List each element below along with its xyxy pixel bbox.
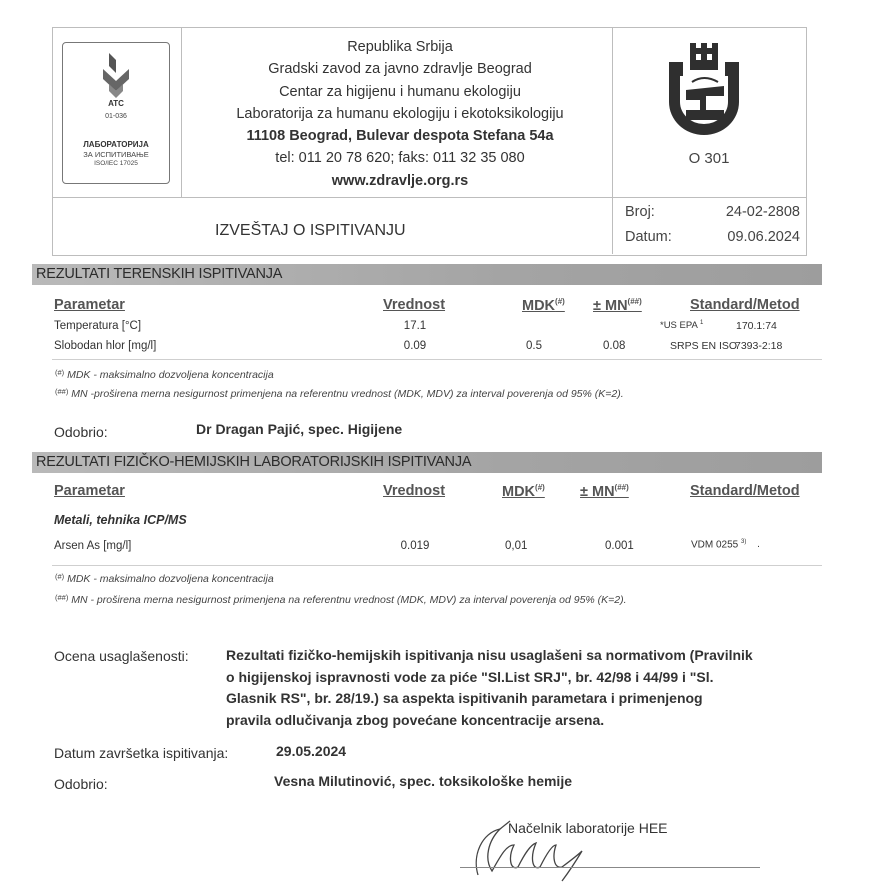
report-title: IZVEŠTAJ O ISPITIVANJU [215,222,406,239]
column-header-mdk [502,483,545,500]
institution-name: Gradski zavod za javno zdravlje Beograd [268,61,532,78]
assessment-text [226,645,806,731]
footnote: (##) MN -proširena merna nesigurnost primenjena na referentnu vrednost (MDK, MDV) za interval poverenja od 95% (K=2). [55,387,624,400]
atc-name: ATC [108,99,124,108]
completion-date-value: 29.05.2024 [276,743,347,759]
head-title: Načelnik laboratorije HEE [508,820,668,836]
row-standard: SRPS EN ISO [670,340,738,352]
mdk-label: MDK [502,484,536,500]
row-parametar: Slobodan hlor [mg/l] [54,340,157,352]
section-header-field-results [32,264,822,285]
institution-address: 11108 Beograd, Bulevar despota Stefana 54a [246,128,554,145]
footnote: (##) MN - proširena merna nesigurnost primenjena na referentnu vrednost (MDK, MDV) za interval poverenja od 95% (K=2). [55,593,627,606]
completion-date-label: Datum završetka ispitivanja: [54,745,229,761]
section-header-lab-results [32,452,822,473]
belgrade-crest-icon [666,40,742,140]
column-header-standard: Standard/Metod [690,297,800,313]
column-header-mn [580,483,629,500]
signature-icon [470,815,620,883]
signature-line [460,867,760,868]
header-divider [612,27,613,254]
footnote: (#) MDK - maksimalno dozvoljena koncentracija [55,368,274,381]
assessment-line: Glasnik RS", br. 28/19.) sa aspekta ispitivanih parametara i primenjenog [226,690,703,706]
atc-line3: ISO/IEC 17025 [94,160,138,167]
mn-footnote-mark: (##) [614,483,629,492]
institution-lab: Laboratorija za humanu ekologiju i ekotoksikologiju [236,105,564,122]
mdk-label: MDK [522,298,556,314]
accreditation-badge [62,42,170,184]
institution-center: Centar za higijenu i humanu ekologiju [279,83,521,100]
mn-label: ± MN [593,298,628,314]
assessment-label: Ocena usaglašenosti: [54,648,189,664]
row-vrednost: 0.09 [403,340,427,352]
column-header-parametar: Parametar [54,297,125,313]
column-header-mn [593,297,642,314]
parameter-group: Metali, tehnika ICP/MS [54,513,187,527]
row-metod: 7393-2:18 [735,340,783,352]
section-title: REZULTATI FIZIČKO-HEMIJSKIH LABORATORIJSKIH ISPITIVANJA [36,454,472,470]
row-mdk: 0,01 [505,540,528,552]
approved-by: Dr Dragan Pajić, spec. Higijene [196,421,403,437]
institution-block [190,36,610,192]
header-divider [181,27,182,197]
column-header-vrednost: Vrednost [383,483,446,499]
form-code: O 301 [688,150,730,167]
report-number-label: Broj: [625,204,655,220]
atc-line1: ЛАБОРАТОРИЈА [83,140,149,149]
row-parametar: Temperatura [°C] [54,320,142,332]
mn-label: ± MN [580,484,615,500]
row-mdk: 0.5 [526,340,542,352]
mdk-footnote-mark: (#) [555,297,565,306]
footnote: (#) MDK - maksimalno dozvoljena koncentracija [55,572,274,585]
atc-logo-icon [100,51,132,101]
assessment-line: Rezultati fizičko-hemijskih ispitivanja nisu usaglašeni sa normativom (Pravilnik [226,647,753,663]
table-rule [52,565,822,566]
institution-website[interactable]: www.zdravlje.org.rs [331,172,469,189]
row-standard: *US EPA $^1$ [660,320,704,332]
mdk-footnote-mark: (#) [535,483,545,492]
row-vrednost: 0.019 [400,540,430,552]
institution-country: Republika Srbija [347,39,453,55]
row-standard: VDM 0255 $^{3)}$ . [691,539,760,551]
table-rule [52,359,822,360]
atc-number: 01-036 [105,113,127,120]
row-vrednost: 17.1 [403,320,427,332]
mn-footnote-mark: (##) [627,297,642,306]
report-date-value: 09.06.2024 [727,229,800,245]
section-title: REZULTATI TERENSKIH ISPITIVANJA [36,266,283,282]
approved-label: Odobrio: [54,776,108,792]
assessment-line: pravila odlučivanja zbog povećane koncentracije arsena. [226,711,605,728]
approved-label: Odobrio: [54,424,108,440]
header-divider [52,197,806,198]
atc-line2: ЗА ИСПИТИВАЊЕ [83,150,149,159]
row-metod: 170.1:74 [736,320,777,332]
column-header-standard: Standard/Metod [690,483,800,499]
report-date-label: Datum: [625,229,672,245]
column-header-parametar: Parametar [54,483,125,499]
assessment-line: o higijenskoj ispravnosti vode za piće "Sl.List SRJ", br. 42/98 i 44/99 i "Sl. [226,668,714,685]
row-parametar: Arsen As [mg/l] [54,540,132,552]
column-header-mdk [522,297,565,314]
column-header-vrednost: Vrednost [383,297,446,313]
report-number-value: 24-02-2808 [725,204,800,220]
approved-by: Vesna Milutinović, spec. toksikološke hemije [274,773,572,789]
row-mn: 0.001 [605,540,634,552]
institution-phone: tel: 011 20 78 620; faks: 011 32 35 080 [275,150,525,167]
row-mn: 0.08 [603,340,626,352]
